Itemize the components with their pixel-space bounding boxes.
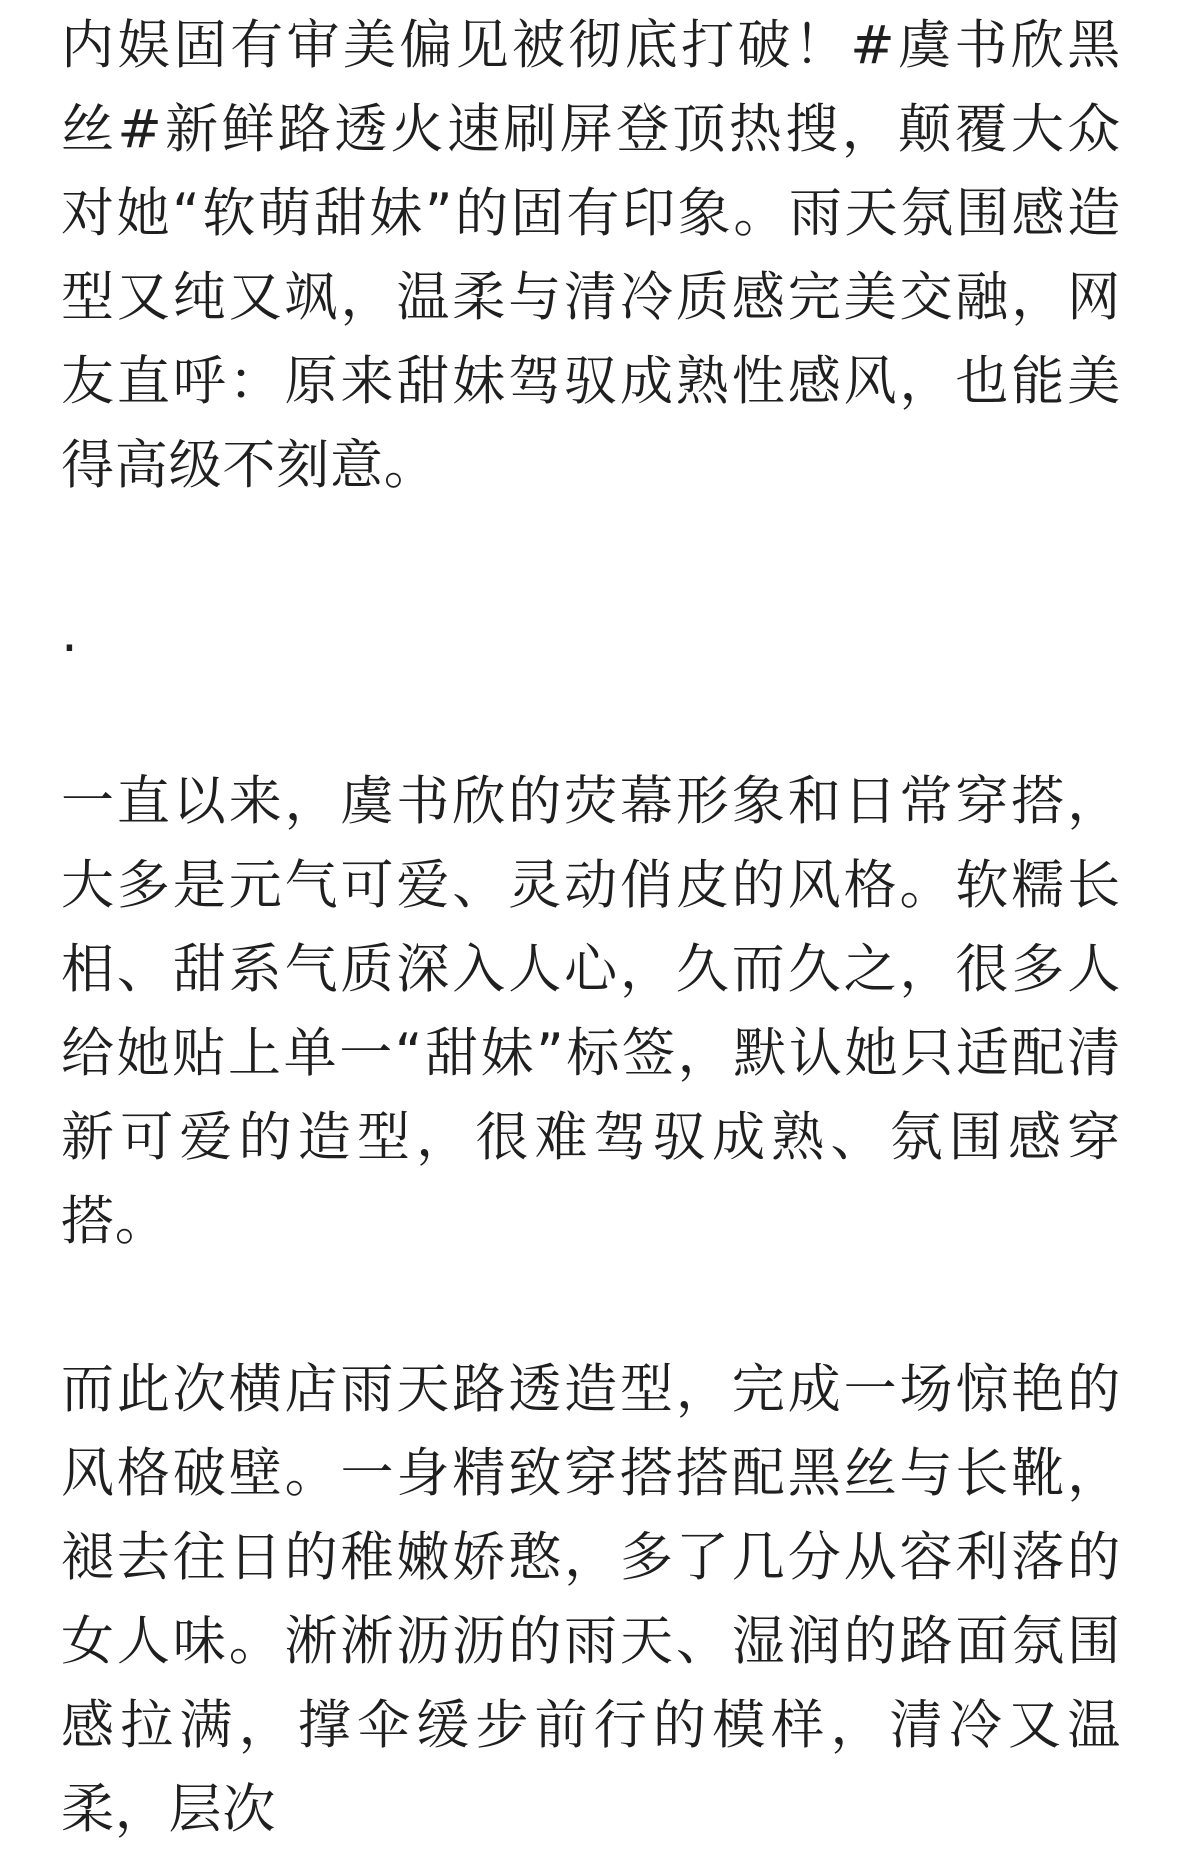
separator-dot: .	[61, 603, 78, 664]
paragraph-background: 一直以来，虞书欣的荧幕形象和日常穿搭，大多是元气可爱、灵动俏皮的风格。软糯长相、甜系气质深入人心，久而久之，很多人给她贴上单一“甜妹”标签，默认她只适配清新可爱的造型，很难驾驭成熟、氛围感穿搭。	[61, 771, 1121, 1252]
paragraph-rain-look: 而此次横店雨天路透造型，完成一场惊艳的风格破壁。一身精致穿搭搭配黑丝与长靴，褪去往日的稚嫩娇憨，多了几分从容利落的女人味。淅淅沥沥的雨天、湿润的路面氛围感拉满，撑伞缓步前行的模样，清冷又温柔，层次	[61, 1359, 1121, 1840]
paragraph-intro: 内娱固有审美偏见被彻底打破！#虞书欣黑丝#新鲜路透火速刷屏登顶热搜，颠覆大众对她“软萌甜妹”的固有印象。雨天氛围感造型又纯又飒，温柔与清冷质感完美交融，网友直呼：原来甜妹驾驭成熟性感风，也能美得高级不刻意。	[61, 15, 1121, 496]
article-body	[61, 0, 1121, 1852]
